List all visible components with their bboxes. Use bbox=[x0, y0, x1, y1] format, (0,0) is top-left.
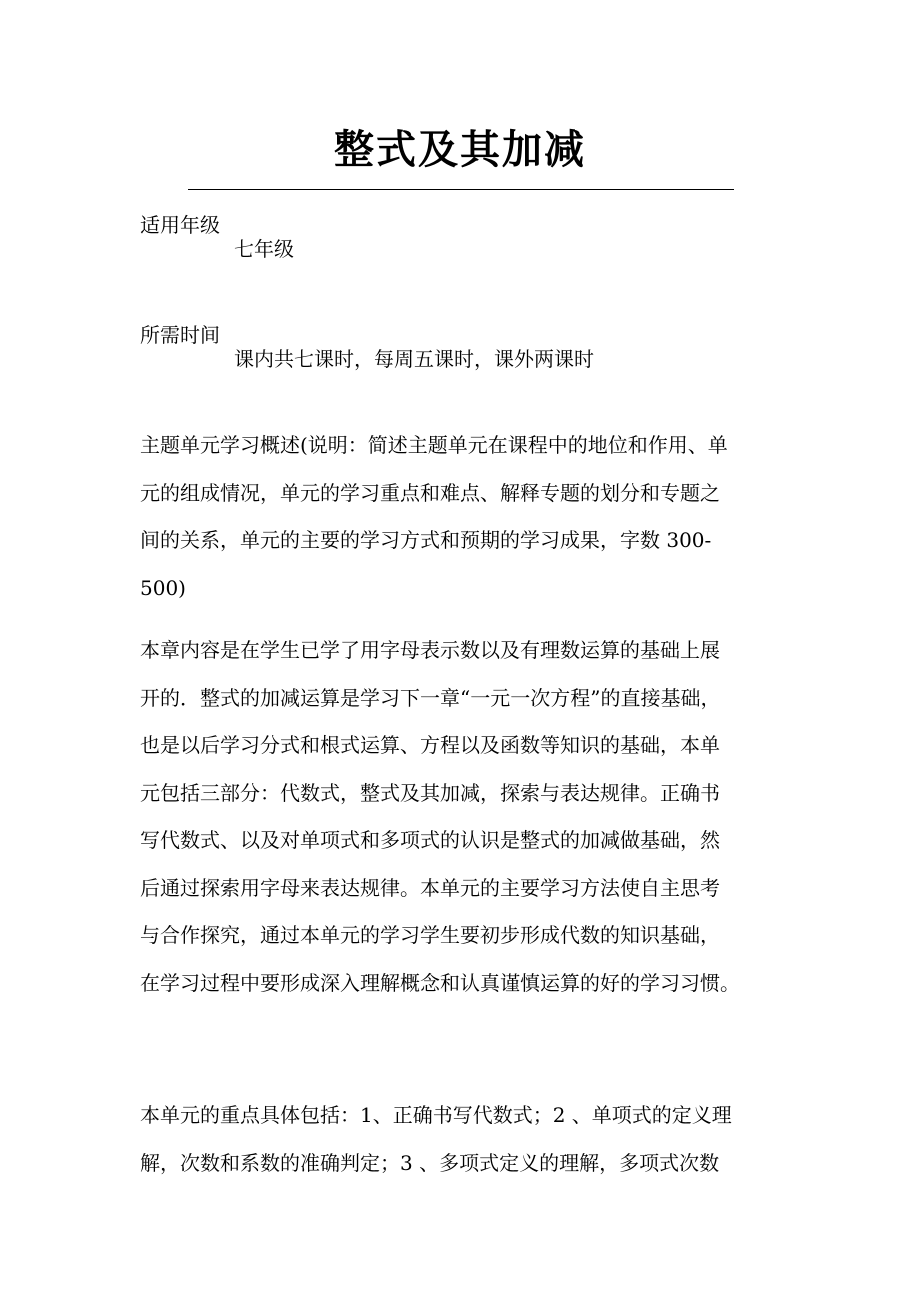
grade-value: 七年级 bbox=[234, 237, 294, 261]
overview-heading-line: 间的关系，单元的主要的学习方式和预期的学习成果，字数 300- bbox=[140, 528, 712, 552]
overview-body-line: 元包括三部分：代数式，整式及其加减，探索与表达规律。正确书 bbox=[140, 780, 720, 805]
grade-label: 适用年级 bbox=[140, 213, 220, 237]
document-title: 整式及其加减 bbox=[334, 126, 586, 173]
overview-body-line: 也是以后学习分式和根式运算、方程以及函数等知识的基础，本单 bbox=[140, 733, 720, 757]
overview-heading bbox=[140, 422, 784, 612]
overview-body-line: 写代数式、以及对单项式和多项式的认识是整式的加减做基础，然 bbox=[140, 828, 720, 852]
key-points-line: 本单元的重点具体包括：1、正确书写代数式；2 、单项式的定义理 bbox=[140, 1103, 732, 1127]
overview-body-line: 本章内容是在学生已学了用字母表示数以及有理数运算的基础上展 bbox=[140, 638, 720, 662]
overview-body-line: 在学习过程中要形成深入理解概念和认真谨慎运算的好的学习习惯。 bbox=[140, 970, 740, 995]
key-points-line: 解，次数和系数的准确判定；3 、多项式定义的理解，多项式次数 bbox=[140, 1150, 720, 1175]
duration-value: 课内共七课时，每周五课时，课外两课时 bbox=[234, 347, 594, 371]
overview-heading-line: 主题单元学习概述(说明：简述主题单元在课程中的地位和作用、单 bbox=[140, 433, 728, 457]
overview-body bbox=[140, 627, 784, 1007]
title-underline bbox=[188, 189, 734, 190]
overview-heading-line: 元的组成情况，单元的学习重点和难点、解释专题的划分和专题之 bbox=[140, 480, 720, 505]
overview-body-line: 后通过探索用字母来表达规律。本单元的主要学习方法使自主思考 bbox=[140, 875, 720, 900]
overview-body-line: 与合作探究，通过本单元的学习学生要初步形成代数的知识基础， bbox=[140, 923, 720, 947]
duration-label: 所需时间 bbox=[140, 323, 220, 347]
overview-body-line: 开的．整式的加减运算是学习下一章“一元一次方程”的直接基础， bbox=[140, 685, 721, 710]
overview-heading-line: 500) bbox=[140, 575, 186, 600]
key-points bbox=[140, 1092, 784, 1187]
